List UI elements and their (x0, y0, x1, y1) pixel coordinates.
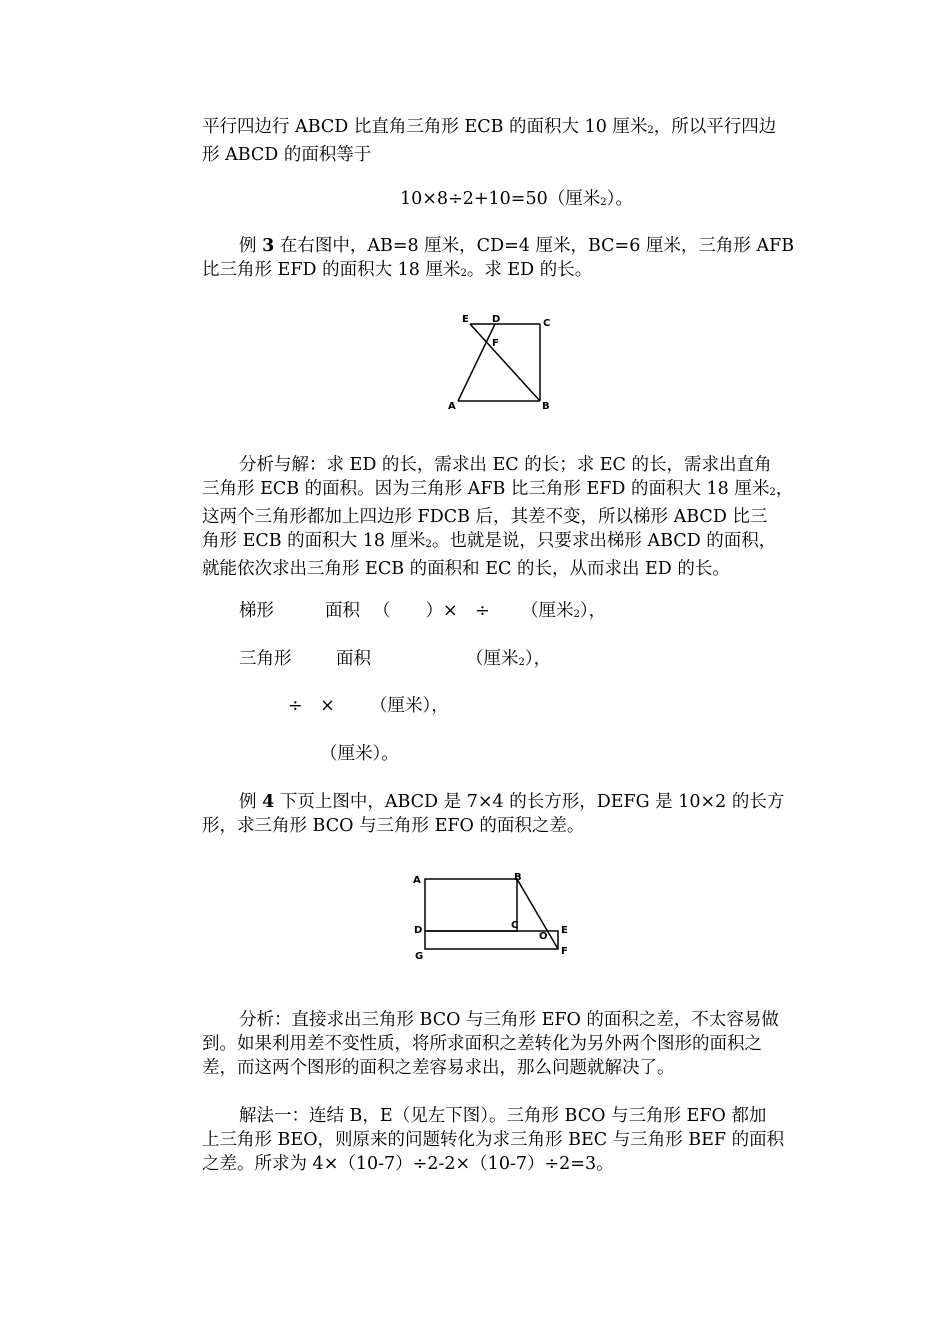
unit-subscript: 2 (425, 539, 432, 550)
figure-trapezoid (440, 306, 560, 416)
label-B: B (542, 401, 550, 412)
label-F: F (561, 946, 568, 957)
text-line: 分析与解：求 ED 的长，需求出 EC 的长；求 EC 的长，需求出直角 (239, 455, 772, 475)
calc-unit (521, 599, 606, 627)
text-line: 形，求三角形 BCO 与三角形 EFO 的面积之差。 (202, 816, 585, 836)
unit-text: （厘米 (521, 601, 574, 621)
label-A: A (448, 401, 456, 412)
figure-rectangles (408, 866, 578, 966)
formula-end: ）。 (606, 189, 633, 209)
text-line: 在右图中，AB=8 厘米，CD=4 厘米，BC=6 厘米，三角形 AFB (274, 236, 795, 256)
label-E: E (462, 314, 469, 325)
label-C: C (543, 318, 551, 329)
formula-line (400, 187, 633, 215)
text-line: 三角形 ECB 的面积。因为三角形 AFB 比三角形 EFD 的面积大 18 厘米 (202, 479, 770, 499)
label-D: D (414, 925, 423, 936)
text-line: 平行四边行 ABCD 比直角三角形 ECB 的面积大 10 厘米 (202, 117, 648, 137)
text-line: 差，而这两个图形的面积之差容易求出，那么问题就解决了。 (202, 1058, 675, 1078)
text-line: ，所以平行四边 (653, 117, 777, 137)
formula-text: 10×8÷2+10=50（厘米 (400, 189, 601, 209)
example-label: 例 (239, 792, 263, 812)
unit-subscript: 2 (518, 657, 525, 668)
text-line: 角形 ECB 的面积大 18 厘米 (202, 531, 426, 551)
unit-subscript: 2 (460, 268, 467, 279)
calc-term: 梯形 (239, 601, 274, 621)
calc-unit: （厘米）， (370, 696, 449, 716)
calc-unit (466, 647, 551, 675)
text-line: 。也就是说，只要求出梯形 ABCD 的面积， (431, 531, 777, 551)
calc-term: 面积 (325, 601, 360, 621)
unit-end: ）， (524, 649, 552, 669)
label-C: C (511, 920, 519, 931)
text-line: 这两个三角形都加上四边形 FDCB 后，其差不变，所以梯形 ABCD 比三 (202, 507, 768, 527)
text-line: 解法一：连结 B，E（见左下图）。三角形 BCO 与三角形 EFO 都加 (239, 1106, 767, 1126)
label-F: F (492, 338, 499, 349)
unit-subscript: 2 (647, 125, 654, 136)
text-line: 之差。所求为 4×（10-7）÷2-2×（10-7）÷2=3。 (202, 1154, 614, 1174)
calc-unit: （厘米）。 (320, 744, 399, 764)
text-line: 。求 ED 的长。 (466, 260, 593, 280)
text-line: 就能依次求出三角形 ECB 的面积和 EC 的长，从而求出 ED 的长。 (202, 559, 730, 579)
calc-row-4 (320, 742, 399, 766)
solution-1 (202, 1104, 808, 1176)
example-number: 3 (262, 236, 275, 256)
unit-subscript: 2 (769, 487, 776, 498)
label-A: A (413, 875, 421, 886)
label-D: D (492, 314, 501, 325)
example-3 (202, 234, 808, 286)
label-O: O (539, 931, 548, 942)
text-line: 比三角形 EFD 的面积大 18 厘米 (202, 260, 461, 280)
calc-row-2 (239, 647, 551, 675)
text-line: 分析：直接求出三角形 BCO 与三角形 EFO 的面积之差，不太容易做 (239, 1010, 779, 1030)
text-line: 下页上图中，ABCD 是 7×4 的长方形，DEFG 是 10×2 的长方 (274, 792, 785, 812)
example-number: 4 (262, 792, 275, 812)
calc-row-1 (239, 599, 606, 627)
analysis-3 (202, 453, 808, 581)
unit-subscript: 2 (573, 609, 580, 620)
calc-term: 三角形 (239, 649, 292, 669)
text-line: 到。如果利用差不变性质，将所求面积之差转化为另外两个图形的面积之 (202, 1034, 762, 1054)
calc-row-3 (288, 694, 449, 718)
calc-term: （ ）× ÷ (373, 601, 490, 621)
unit-subscript: 2 (600, 197, 607, 208)
example-4 (202, 790, 808, 838)
unit-end: ）， (579, 601, 607, 621)
paragraph-parallelogram (202, 115, 808, 167)
calc-term: ÷ × (288, 696, 335, 716)
example-label: 例 (239, 236, 263, 256)
analysis-4 (202, 1008, 808, 1080)
text-line: 上三角形 BEO，则原来的问题转化为求三角形 BEC 与三角形 BEF 的面积 (202, 1130, 785, 1150)
label-G: G (415, 951, 424, 962)
text-line: 形 ABCD 的面积等于 (202, 145, 372, 165)
label-B: B (514, 872, 522, 883)
calc-term: 面积 (336, 649, 371, 669)
label-E: E (561, 925, 568, 936)
unit-text: （厘米 (466, 649, 519, 669)
text-line: ， (775, 479, 794, 499)
